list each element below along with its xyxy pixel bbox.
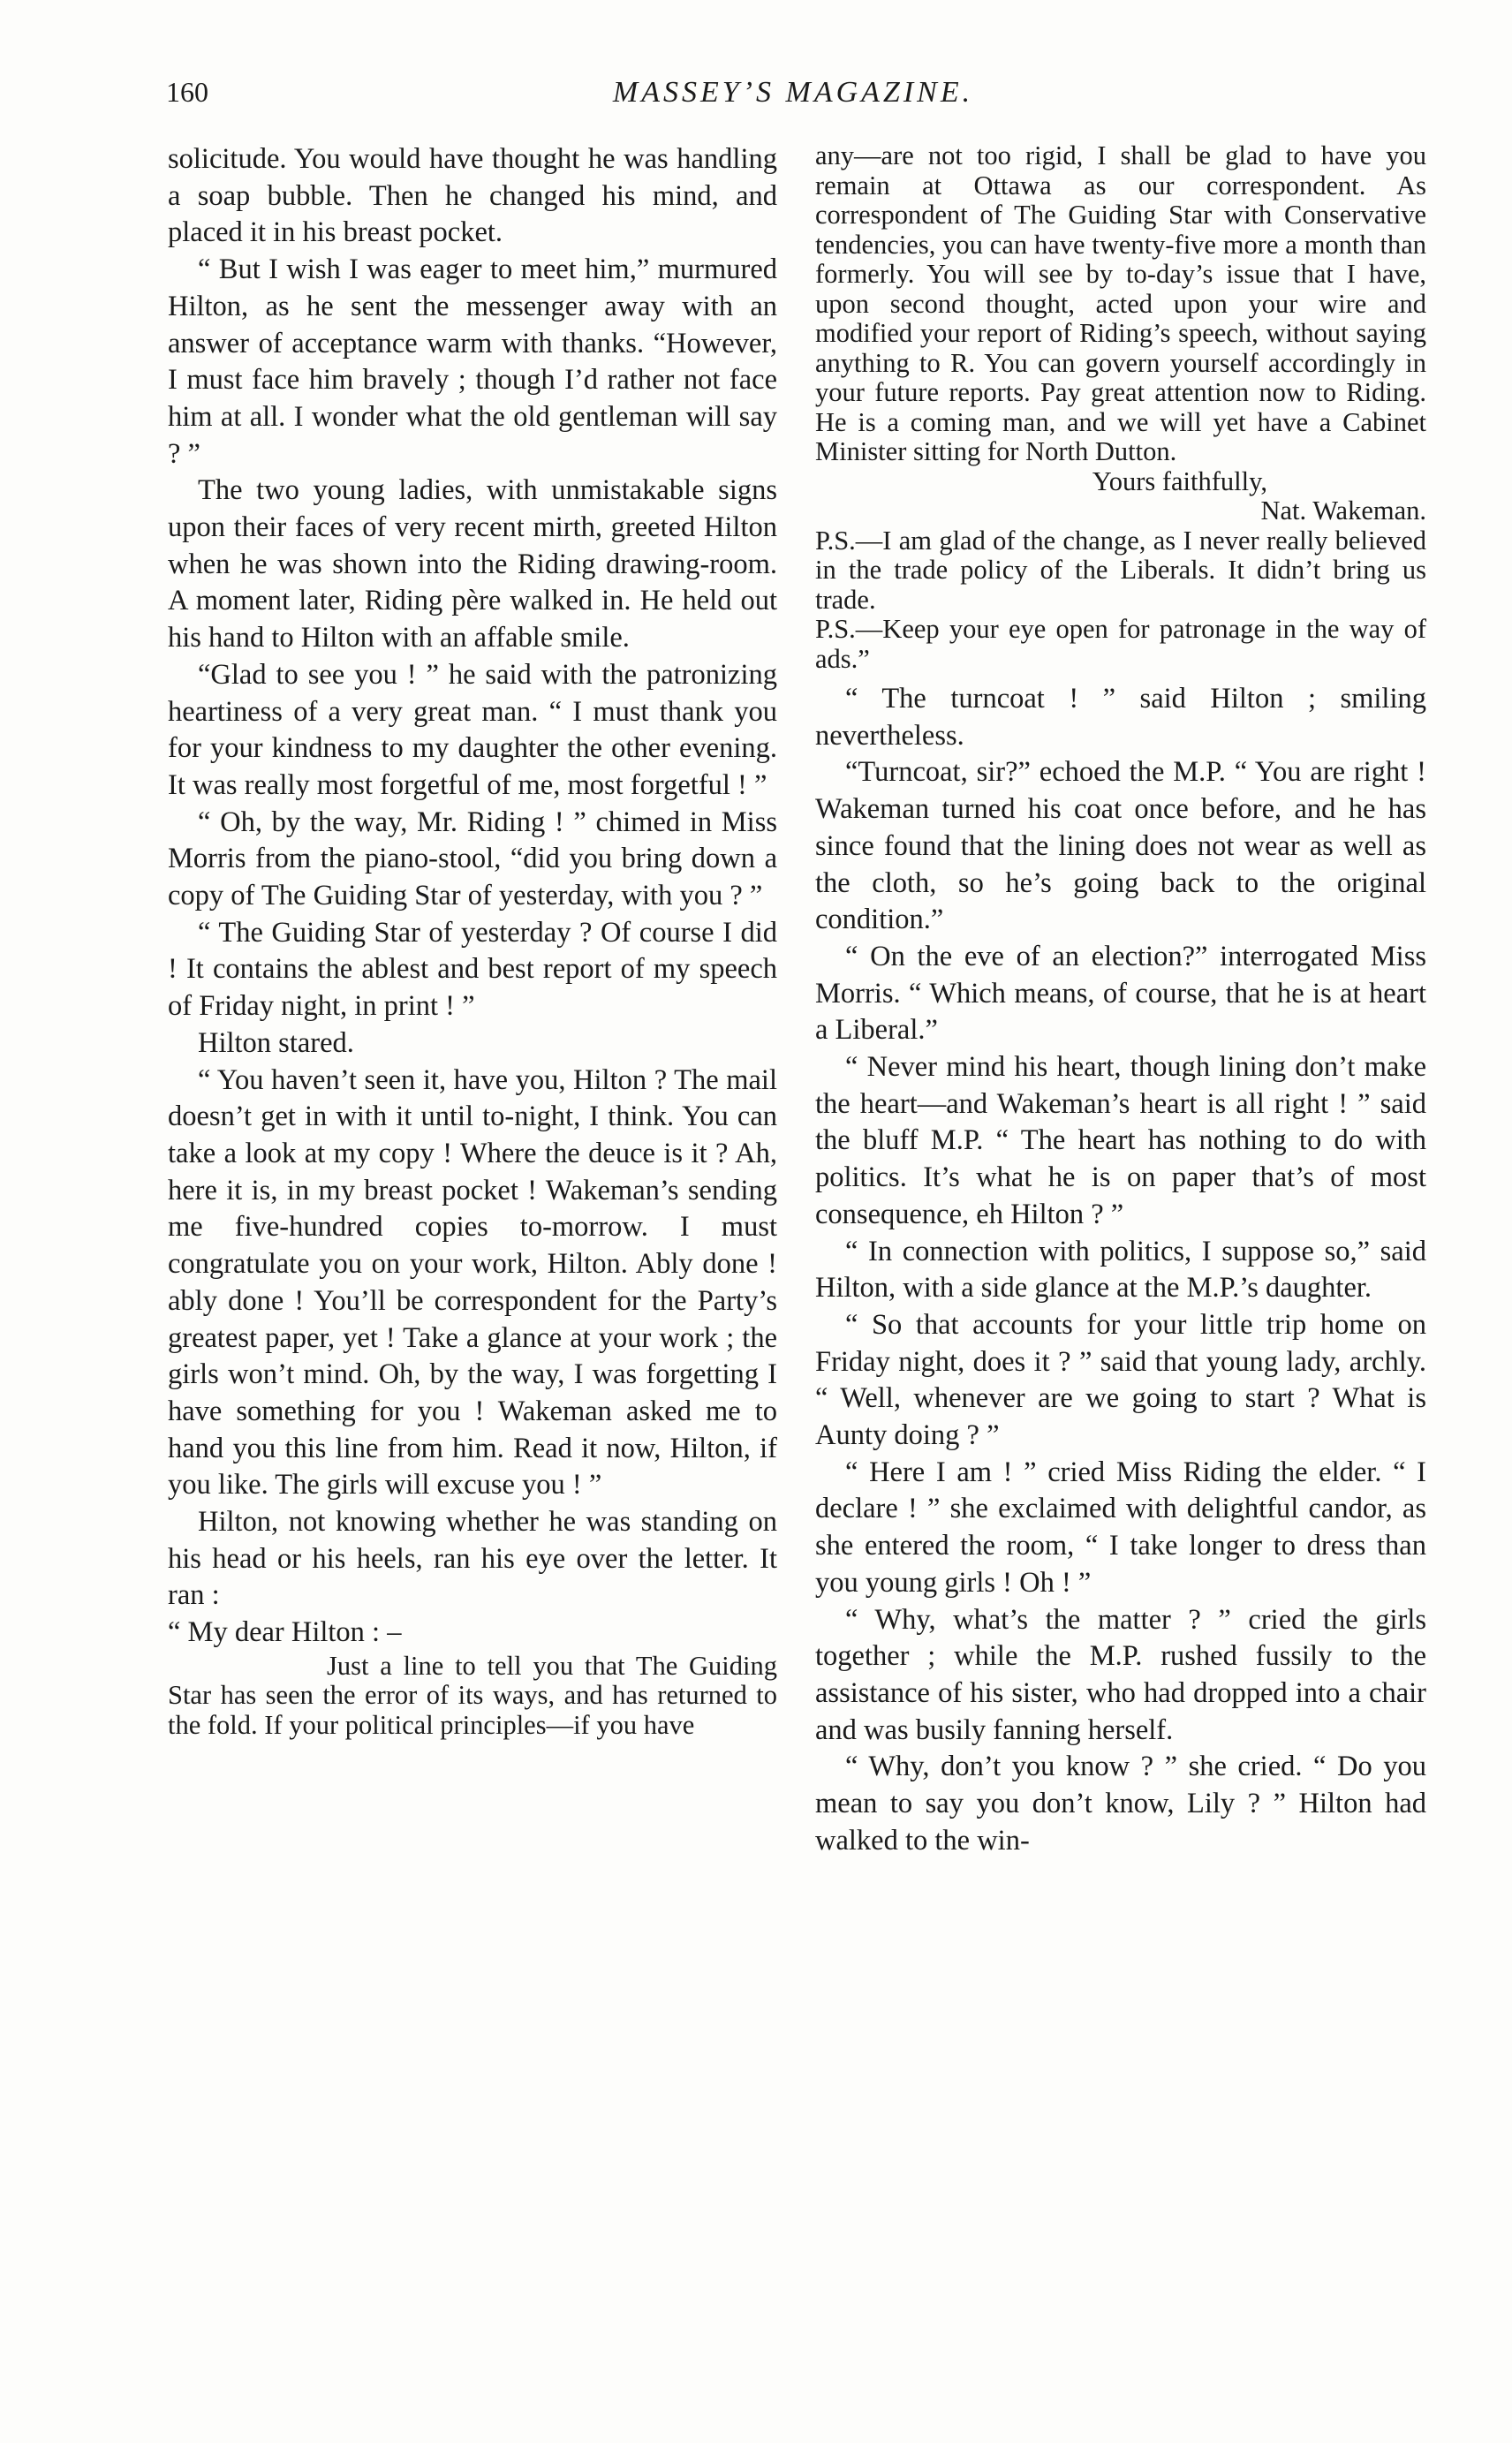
paragraph: “ The Guiding Star of yesterday ? Of course I did ! It contains the ablest and best report of my speech of Friday night, in print ! ”: [168, 916, 777, 1023]
paragraph: solicitude. You would have thought he was handling a soap bubble. Then he changed his mind, and placed it in his breast pocket.: [168, 143, 777, 249]
paragraph: Hilton stared.: [198, 1026, 354, 1059]
paragraph: “ Why, what’s the matter ? ” cried the girls together ; while the M.P. rushed fussily to the assistance of his sister, who had dropped into a chair and was busily fanning herself.: [815, 1603, 1426, 1746]
left-column: [168, 141, 777, 1740]
right-column: [815, 141, 1426, 1860]
letter-body-continued: any—are not too rigid, I shall be glad to have you remain at Ottawa as our correspondent. As correspondent of The Guiding Star with Conservative tendencies, you can have twenty-five more a month than formerly. You will see by to-day’s issue that I have, upon second thought, acted upon your wire and modified your report of Riding’s speech, without saying anything to R. You can govern yourself accordingly in your future reports. Pay great attention now to Riding. He is a coming man, and we will yet have a Cabinet Minister sitting for North Dutton.: [815, 140, 1426, 466]
paragraph: “ In connection with politics, I suppose so,” said Hilton, with a side glance at the M.P.’s daughter.: [815, 1235, 1426, 1305]
paragraph: “ Oh, by the way, Mr. Riding ! ” chimed in Miss Morris from the piano-stool, “did you bring down a copy of The Guiding Star of yesterday, with you ? ”: [168, 806, 777, 912]
letter-signature: Nat. Wakeman.: [1260, 495, 1426, 526]
paragraph: Hilton, not knowing whether he was standing on his head or his heels, ran his eye over the letter. It ran :: [168, 1506, 777, 1612]
paragraph: “ You haven’t seen it, have you, Hilton ? The mail doesn’t get in with it until to-night, I think. You can take a look at my copy ! Where the deuce is it ? Ah, here it is, in my breast pocket ! Wakeman’s sending me five-hundred copies to-morrow. I must congratulate you on your work, Hilton. Ably done ! ably done ! You’ll be correspondent for the Party’s greatest paper, yet ! Take a glance at your work ; the girls won’t mind. Oh, by the way, I was forgetting I have something for you ! Wakeman asked me to hand you this line from him. Read it now, Hilton, if you like. The girls will excuse you ! ”: [168, 1063, 777, 1501]
letter-postscript: P.S.—I am glad of the change, as I never really believed in the trade policy of the Liberals. It didn’t bring us trade.: [815, 525, 1426, 615]
paragraph: “Turncoat, sir?” echoed the M.P. “ You are right ! Wakeman turned his coat once before, and he has since found that the lining does not wear as well as the cloth, so he’s going back to the original condition.”: [815, 756, 1426, 936]
paragraph: “ On the eve of an election?” interrogated Miss Morris. “ Which means, of course, that he is at heart a Liberal.”: [815, 940, 1426, 1047]
paragraph: “ The turncoat ! ” said Hilton ; smiling nevertheless.: [815, 683, 1426, 752]
paragraph: “ But I wish I was eager to meet him,” murmured Hilton, as he sent the messenger away with an answer of acceptance warm with thanks. “However, I must face him bravely ; though I’d rather not face him at all. I wonder what the old gentleman will say ? ”: [168, 253, 777, 470]
paragraph: The two young ladies, with unmistakable signs upon their faces of very recent mirth, greeted Hilton when he was shown into the Riding drawing-room. A moment later, Riding père walked in. He held out his hand to Hilton with an affable smile.: [168, 474, 777, 654]
paragraph: “ Never mind his heart, though lining don’t make the heart—and Wakeman’s heart is all right ! ” said the bluff M.P. “ The heart has nothing to do with politics. It’s what he is on paper that’s of most consequence, eh Hilton ? ”: [815, 1051, 1426, 1230]
paragraph: “ Why, don’t you know ? ” she cried. “ Do you mean to say you don’t know, Lily ? ” Hilton had walked to the win-: [815, 1751, 1426, 1857]
page-number: 160: [166, 76, 208, 108]
running-title: MASSEY’S MAGAZINE.: [612, 76, 974, 109]
letter-postscript: P.S.—Keep your eye open for patronage in the way of ads.”: [815, 614, 1426, 674]
letter-salutation: “ My dear Hilton : –: [168, 1616, 402, 1649]
paragraph: “ So that accounts for your little trip home on Friday night, does it ? ” said that young lady, archly. “ Well, whenever are we going to start ? What is Aunty doing ? ”: [815, 1308, 1426, 1452]
letter-body: Just a line to tell you that The Guiding Star has seen the error of its ways, and has returned to the fold. If your political principles—if you have: [168, 1650, 777, 1740]
letter-closing: Yours faithfully,: [1092, 465, 1267, 496]
paragraph: “Glad to see you ! ” he said with the patronizing heartiness of a very great man. “ I must thank you for your kindness to my daughter the other evening. It was really most forgetful of me, most forgetful ! ”: [168, 658, 777, 801]
page-header: [166, 76, 1429, 118]
paragraph: “ Here I am ! ” cried Miss Riding the elder. “ I declare ! ” she exclaimed with delightful candor, as she entered the room, “ I take longer to dress than you young girls ! Oh ! ”: [815, 1456, 1426, 1599]
